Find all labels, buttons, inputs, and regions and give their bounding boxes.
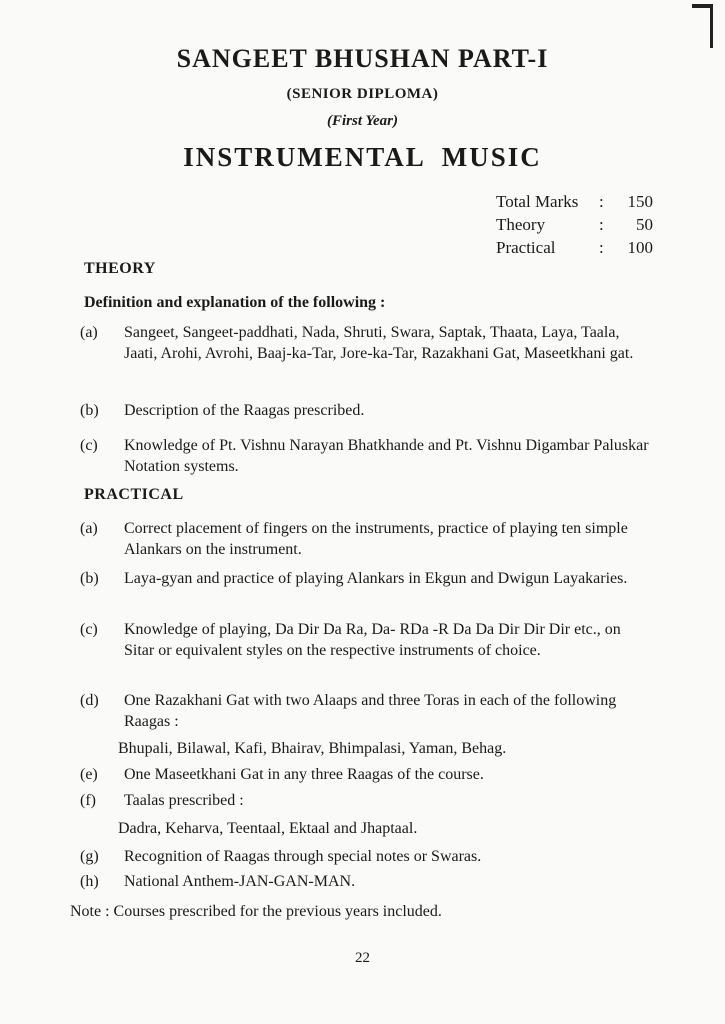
item-label: (e) xyxy=(80,766,98,783)
item-text: Recognition of Raagas through special notes or Swaras. xyxy=(124,848,482,865)
theory-item xyxy=(80,322,650,364)
practical-item xyxy=(80,518,650,560)
item-text: National Anthem-JAN-GAN-MAN. xyxy=(124,873,356,890)
page-number: 22 xyxy=(355,950,370,966)
marks-row-practical xyxy=(496,238,653,261)
marks-colon: : xyxy=(599,238,604,257)
theory-heading: THEORY xyxy=(84,260,156,277)
item-label: (b) xyxy=(80,402,99,419)
marks-value: 150 xyxy=(627,192,653,211)
practical-item xyxy=(80,790,650,811)
course-year: (First Year) xyxy=(327,113,398,129)
item-label: (g) xyxy=(80,848,99,865)
raagas-list: Bhupali, Bilawal, Kafi, Bhairav, Bhimpalasi, Yaman, Behag. xyxy=(118,740,507,757)
theory-intro: Definition and explanation of the following : xyxy=(84,294,386,311)
marks-value: 100 xyxy=(627,238,653,257)
page-title: SANGEET BHUSHAN PART-I xyxy=(176,44,549,73)
page-edge-mark xyxy=(692,4,713,48)
item-text: Description of the Raagas prescribed. xyxy=(124,402,365,419)
taalas-list: Dadra, Keharva, Teentaal, Ektaal and Jhaptaal. xyxy=(118,820,418,837)
practical-item xyxy=(80,764,650,785)
footnote: Note : Courses prescribed for the previous years included. xyxy=(70,903,442,920)
item-label: (b) xyxy=(80,570,99,587)
item-text: Taalas prescribed : xyxy=(124,792,244,809)
marks-colon: : xyxy=(599,215,604,234)
practical-item xyxy=(80,619,650,661)
marks-row-theory xyxy=(496,215,653,238)
item-label: (a) xyxy=(80,324,98,341)
item-text: Knowledge of playing, Da Dir Da Ra, Da- RDa -R Da Da Dir Dir Dir etc., on Sitar or equivalent styles on the respective instruments of choice. xyxy=(124,621,621,659)
practical-heading: PRACTICAL xyxy=(84,486,184,503)
practical-item xyxy=(80,871,650,892)
item-label: (a) xyxy=(80,520,98,537)
theory-item xyxy=(80,400,650,421)
subject-title: INSTRUMENTAL MUSIC xyxy=(183,142,542,172)
marks-row-total xyxy=(496,192,653,215)
item-label: (f) xyxy=(80,792,96,809)
item-text: Laya-gyan and practice of playing Alankars in Ekgun and Dwigun Layakaries. xyxy=(124,570,628,587)
page-subtitle: (SENIOR DIPLOMA) xyxy=(286,86,439,102)
item-text: Sangeet, Sangeet-paddhati, Nada, Shruti, Swara, Saptak, Thaata, Laya, Taala, Jaati, Arohi, Avrohi, Baaj-ka-Tar, Jore-ka-Tar, Razakhani Gat, Maseetkhani gat. xyxy=(124,324,634,362)
item-text: One Razakhani Gat with two Alaaps and three Toras in each of the following Raagas : xyxy=(124,692,617,730)
item-label: (c) xyxy=(80,621,98,638)
marks-colon: : xyxy=(599,192,604,211)
item-label: (c) xyxy=(80,437,98,454)
item-text: One Maseetkhani Gat in any three Raagas of the course. xyxy=(124,766,484,783)
marks-label: Theory xyxy=(496,215,546,234)
marks-table xyxy=(496,192,653,261)
marks-label: Total Marks xyxy=(496,192,579,211)
marks-label: Practical xyxy=(496,238,556,257)
practical-item xyxy=(80,568,650,589)
item-text: Correct placement of fingers on the instruments, practice of playing ten simple Alankars on the instrument. xyxy=(124,520,628,558)
practical-item xyxy=(80,846,650,867)
practical-item xyxy=(80,690,650,732)
marks-value: 50 xyxy=(636,215,653,234)
theory-item xyxy=(80,435,650,477)
item-label: (d) xyxy=(80,692,99,709)
item-text: Knowledge of Pt. Vishnu Narayan Bhatkhande and Pt. Vishnu Digambar Paluskar Notation systems. xyxy=(124,437,649,475)
item-label: (h) xyxy=(80,873,99,890)
